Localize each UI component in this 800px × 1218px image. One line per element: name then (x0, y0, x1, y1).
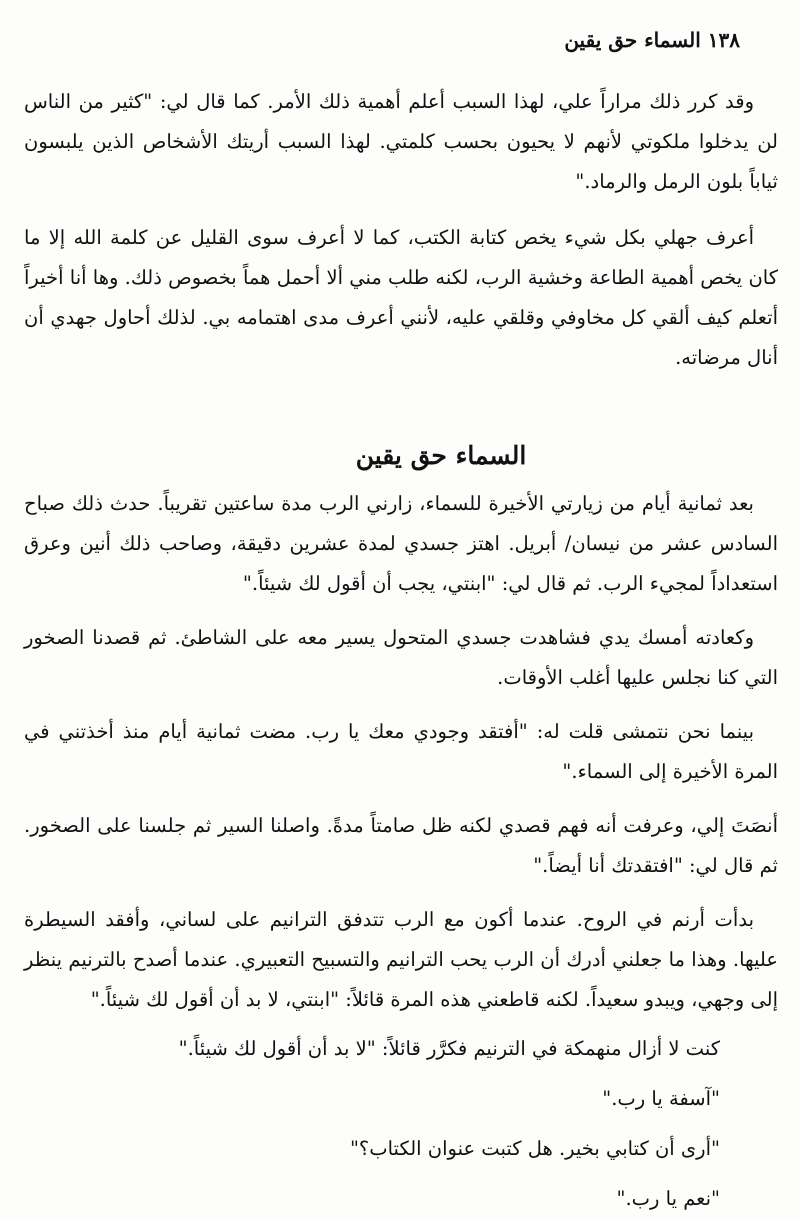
section-paragraph-4: أنصَتَ إلي، وعرفت أنه فهم قصدي لكنه ظل صامتاً مدةً. واصلنا السير ثم جلسنا على الصخور. ثم قال لي: "افتقدتك أنا أيضاً." (24, 814, 778, 877)
intro-paragraph-2: أعرف جهلي بكل شيء يخص كتابة الكتب، كما لا أعرف سوى القليل عن كلمة الله إلا ما كان يخص أهمية الطاعة وخشية الرب، لكنه طلب مني ألا أحمل هماً بخصوص ذلك. وها أنا أخيراً أتعلم كيف ألقي كل مخاوفي وقلقي عليه، لأنني أعرف مدى اهتمامه بي. لذلك أحاول جهدي أن أنال مرضاته. (24, 226, 778, 369)
page-number: ١٣٨ (707, 28, 740, 52)
section-paragraph-2: وكعادته أمسك يدي فشاهدت جسدي المتحول يسير معه على الشاطئ. ثم قصدنا الصخور التي كنا نجلس عليها أغلب الأوقات. (24, 626, 778, 689)
section-paragraph-1: بعد ثمانية أيام من زيارتي الأخيرة للسماء، زارني الرب مدة ساعتين تقريباً. حدث ذلك صباح السادس عشر من نيسان/ أبريل. اهتز جسدي لمدة عشرين دقيقة، وصاحب ذلك أنين وعرق استعداداً لمجيء الرب. ثم قال لي: "ابنتي، يجب أن أقول لك شيئاً." (24, 492, 778, 595)
dialogue-line-2: "آسفة يا رب." (602, 1087, 720, 1110)
body-text (24, 82, 778, 1218)
intro-paragraph-1: وقد كرر ذلك مراراً علي، لهذا السبب أعلم أهمية ذلك الأمر. كما قال لي: "كثير من الناس لن يدخلوا ملكوتي لأنهم لا يحيون بحسب كلمتي. لهذا السبب أريتك الأشخاص الذين يلبسون ثياباً بلون الرمل والرماد." (24, 90, 778, 193)
dialogue-line-1: كنت لا أزال منهمكة في الترنيم فكرَّر قائلاً: "لا بد أن أقول لك شيئاً." (178, 1037, 720, 1060)
header-title: السماء حق يقين (564, 28, 701, 52)
section-title: السماء حق يقين (355, 441, 527, 470)
dialogue-line-3: "أرى أن كتابي بخير. هل كتبت عنوان الكتاب؟" (349, 1137, 720, 1160)
section-paragraph-5: بدأت أرنم في الروح. عندما أكون مع الرب تتدفق الترانيم على لساني، وأفقد السيطرة عليها. وهذا ما جعلني أدرك أن الرب يحب الترانيم والتسبيح التعبيري. عندما أصدح بالترنيم ينظر إلى وجهي، ويبدو سعيداً. لكنه قاطعني هذه المرة قائلاً: "ابنتي، لا بد أن أقول لك شيئاً." (24, 908, 778, 1011)
running-header (564, 28, 740, 52)
dialogue-line-4: "نعم يا رب." (616, 1187, 720, 1210)
section-paragraph-3: بينما نحن نتمشى قلت له: "أفتقد وجودي معك يا رب. مضت ثمانية أيام منذ أخذتني في المرة الأخيرة إلى السماء." (24, 720, 778, 783)
